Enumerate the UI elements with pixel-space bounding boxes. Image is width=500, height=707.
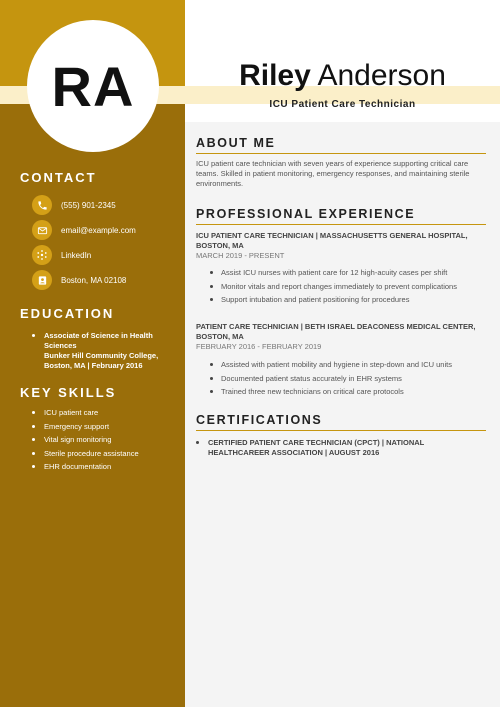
- about-divider: [196, 153, 486, 154]
- job-bullet: Assist ICU nurses with patient care for 12 high-acuity cases per shift: [210, 268, 490, 278]
- job-bullets: [210, 268, 490, 309]
- education-school: Bunker Hill Community College, Boston, MA | February 2016: [44, 351, 159, 370]
- contact-phone[interactable]: [32, 195, 116, 215]
- contact-heading: CONTACT: [20, 170, 97, 185]
- contact-email-text: email@example.com: [61, 225, 136, 235]
- job-dates: FEBRUARY 2016 - FEBRUARY 2019: [196, 342, 322, 351]
- certifications-divider: [196, 430, 486, 431]
- job-bullet: Monitor vitals and report changes immediately to prevent complications: [210, 282, 490, 292]
- job-bullet: Assisted with patient mobility and hygiene in step-down and ICU units: [210, 360, 490, 370]
- contact-email[interactable]: [32, 220, 136, 240]
- skills-list: [32, 408, 172, 476]
- experience-divider: [196, 224, 486, 225]
- contact-linkedin-text: LinkedIn: [61, 250, 92, 260]
- contact-linkedin[interactable]: [32, 245, 91, 265]
- email-icon: [32, 220, 52, 240]
- skills-heading: KEY SKILLS: [20, 385, 117, 400]
- job-bullet: Documented patient status accurately in EHR systems: [210, 374, 490, 384]
- certifications-heading: CERTIFICATIONS: [196, 413, 323, 427]
- education-item: [32, 331, 172, 371]
- job-bullet: Support intubation and patient positioning for procedures: [210, 295, 490, 305]
- education-list: [32, 331, 172, 371]
- last-name: Anderson: [317, 59, 446, 92]
- job-title-line: ICU PATIENT CARE TECHNICIAN | MASSACHUSETTS GENERAL HOSPITAL, BOSTON, MA: [196, 231, 468, 250]
- monogram-initials: RA: [51, 54, 135, 118]
- about-heading: ABOUT ME: [196, 136, 276, 150]
- phone-icon: [32, 195, 52, 215]
- about-text: ICU patient care technician with seven years of experience supporting critical care teams. Skilled in patient monitoring, emergency responses, and maintaining sterile environments.: [196, 159, 470, 188]
- education-degree: Associate of Science in Health Sciences: [44, 331, 153, 350]
- skill-item: ICU patient care: [32, 408, 172, 418]
- job-bullet: Trained three new technicians on critical care protocols: [210, 387, 490, 397]
- location-icon: [32, 270, 52, 290]
- contact-phone-text: (555) 901-2345: [61, 200, 116, 210]
- skill-item: Emergency support: [32, 422, 172, 432]
- skill-item: Vital sign monitoring: [32, 435, 172, 445]
- job-title: ICU Patient Care Technician: [269, 99, 416, 110]
- monogram-circle: [27, 20, 159, 152]
- resume-name: [185, 58, 500, 94]
- contact-location: [32, 270, 126, 290]
- certifications-list: [196, 438, 486, 462]
- job-bullets: [210, 360, 490, 401]
- certification-item: CERTIFIED PATIENT CARE TECHNICIAN (CPCT) | NATIONAL HEALTHCAREER ASSOCIATION | AUGUST 2016: [196, 438, 486, 458]
- experience-heading: PROFESSIONAL EXPERIENCE: [196, 207, 416, 221]
- skill-item: Sterile procedure assistance: [32, 449, 172, 459]
- linkedin-icon: [32, 245, 52, 265]
- contact-location-text: Boston, MA 02108: [61, 275, 127, 285]
- job-title-line: PATIENT CARE TECHNICIAN | BETH ISRAEL DEACONESS MEDICAL CENTER, BOSTON, MA: [196, 322, 476, 341]
- job-dates: MARCH 2019 - PRESENT: [196, 251, 285, 260]
- first-name: Riley: [239, 59, 311, 92]
- skill-item: EHR documentation: [32, 462, 172, 472]
- education-heading: EDUCATION: [20, 306, 115, 321]
